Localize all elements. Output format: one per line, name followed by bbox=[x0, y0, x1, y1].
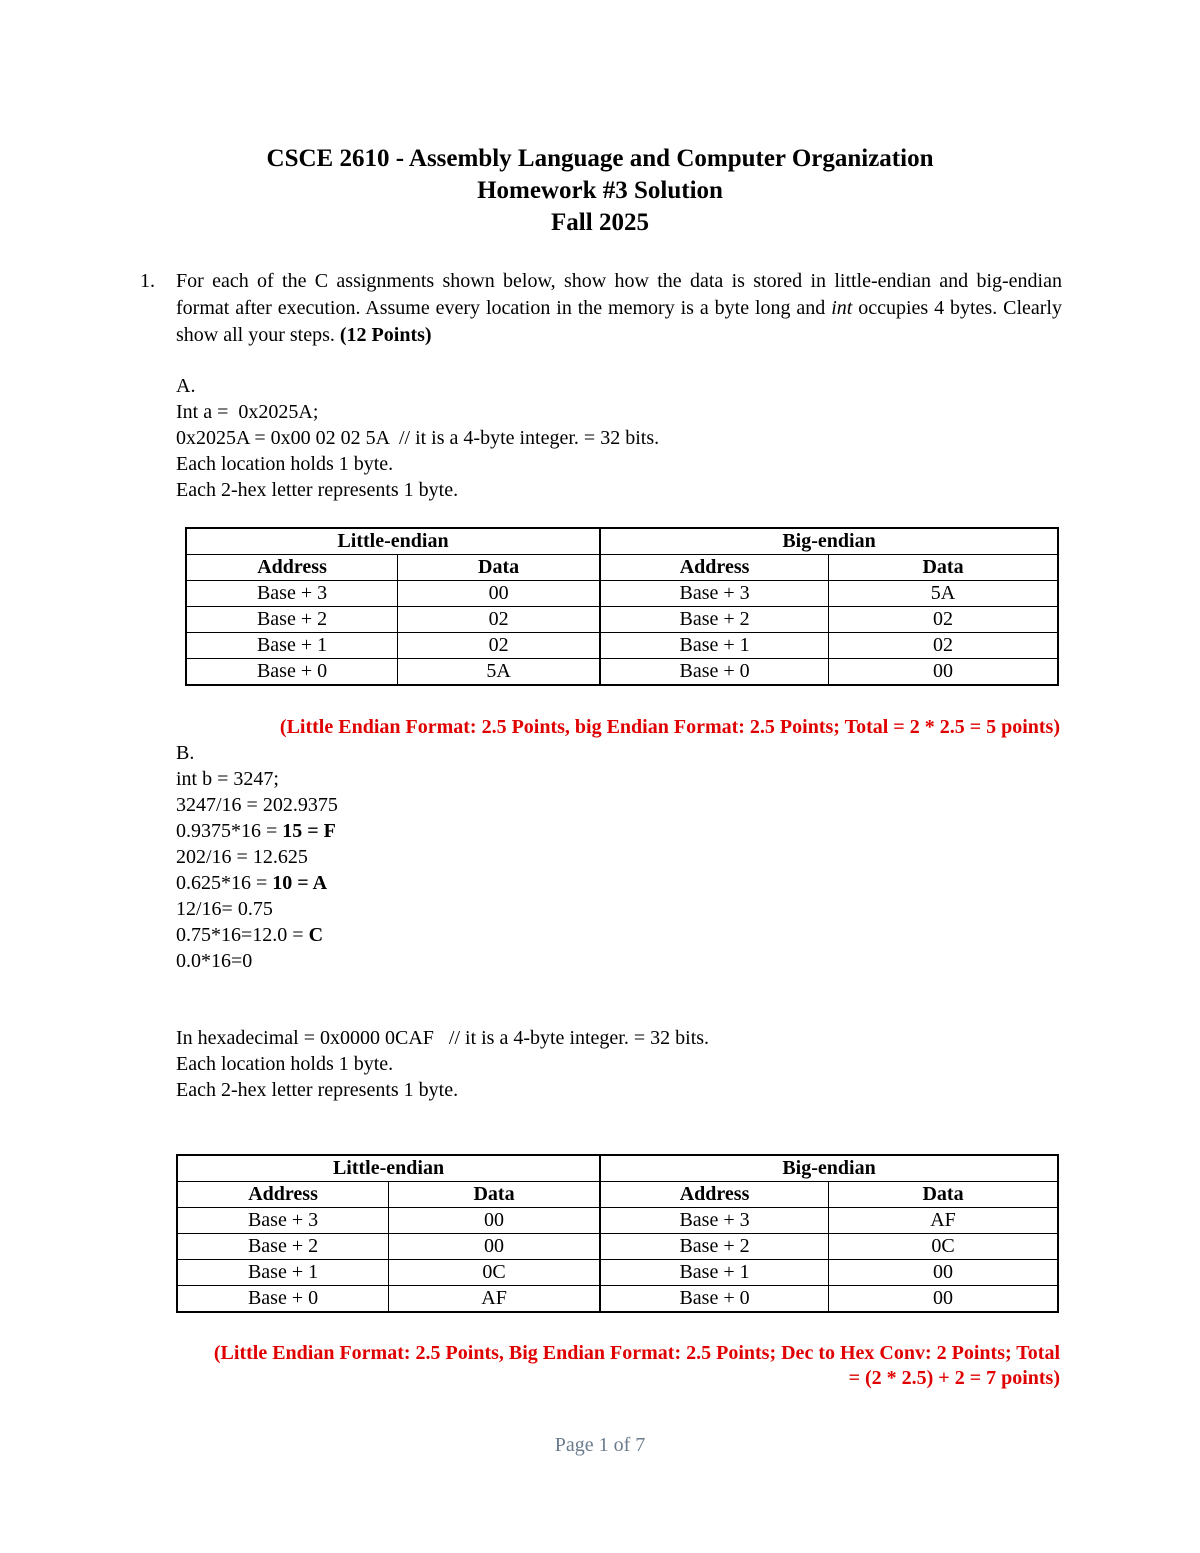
table-cell: 00 bbox=[829, 1260, 1058, 1286]
calc-plain: 3247/16 = 202.9375 bbox=[176, 794, 338, 816]
term-title: Fall 2025 bbox=[551, 209, 649, 236]
question-points: (12 Points) bbox=[339, 324, 432, 346]
table-cell: 5A bbox=[829, 581, 1058, 607]
table-cell: Base + 3 bbox=[186, 581, 398, 607]
question-text bbox=[176, 268, 1062, 349]
table-cell: Base + 2 bbox=[186, 607, 398, 633]
little-endian-header: Little-endian bbox=[186, 528, 600, 555]
part-b-label: B. bbox=[176, 742, 195, 764]
table-row bbox=[177, 1286, 1058, 1313]
table-cell: Base + 2 bbox=[177, 1234, 389, 1260]
page-number: Page 1 of 7 bbox=[554, 1434, 646, 1456]
calc-line bbox=[176, 792, 338, 818]
table-row bbox=[177, 1260, 1058, 1286]
part-a-line: Int a = 0x2025A; bbox=[176, 401, 319, 423]
calc-plain: 0.0*16=0 bbox=[176, 950, 253, 972]
course-title: CSCE 2610 - Assembly Language and Computer Organization bbox=[266, 145, 934, 172]
question-1 bbox=[140, 268, 1062, 349]
calc-line bbox=[176, 922, 338, 948]
part-b-points-note bbox=[140, 1341, 1060, 1391]
calc-line bbox=[176, 896, 338, 922]
part-a-label: A. bbox=[176, 375, 196, 397]
table-cell: Base + 2 bbox=[600, 1234, 829, 1260]
address-column-header: Address bbox=[186, 555, 398, 581]
calc-line bbox=[176, 948, 338, 974]
table-row bbox=[186, 581, 1058, 607]
part-a-line: 0x2025A = 0x00 02 02 5A // it is a 4-byte integer. = 32 bits. bbox=[176, 427, 660, 449]
table-cell: Base + 3 bbox=[600, 1208, 829, 1234]
question-text-part1: For each of the C assignments shown below, show how the data is stored in little-endian and big-endian format after execution. Assume every location in the memory is a byte long and bbox=[176, 270, 1062, 319]
part-b-line: In hexadecimal = 0x0000 0CAF // it is a 4-byte integer. = 32 bits. bbox=[176, 1027, 710, 1049]
table-cell: Base + 1 bbox=[177, 1260, 389, 1286]
part-a-line: Each 2-hex letter represents 1 byte. bbox=[176, 479, 459, 501]
question-text-italic: int bbox=[831, 297, 853, 319]
calc-bold: 10 = A bbox=[272, 872, 328, 894]
table-cell: 02 bbox=[829, 633, 1058, 659]
part-a-line: Each location holds 1 byte. bbox=[176, 453, 394, 475]
table-row bbox=[186, 633, 1058, 659]
calc-bold: C bbox=[308, 924, 324, 946]
table-row bbox=[177, 1234, 1058, 1260]
table-column-row bbox=[186, 555, 1058, 581]
table-cell: Base + 2 bbox=[600, 607, 829, 633]
table-cell: 0C bbox=[829, 1234, 1058, 1260]
table-cell: Base + 1 bbox=[600, 633, 829, 659]
data-column-header: Data bbox=[829, 555, 1058, 581]
document-title bbox=[0, 143, 1200, 239]
calc-plain: 0.625*16 = bbox=[176, 872, 273, 894]
part-a-text bbox=[176, 373, 659, 503]
table-cell: 02 bbox=[829, 607, 1058, 633]
assignment-title: Homework #3 Solution bbox=[477, 177, 723, 204]
little-endian-header: Little-endian bbox=[177, 1155, 600, 1182]
part-a-points-note: (Little Endian Format: 2.5 Points, big Endian Format: 2.5 Points; Total = 2 * 2.5 = 5 points) bbox=[279, 716, 1060, 738]
calc-plain: int b = 3247; bbox=[176, 768, 279, 790]
part-b-line: Each location holds 1 byte. bbox=[176, 1053, 394, 1075]
table-header-row bbox=[186, 528, 1058, 555]
part-b-table bbox=[176, 1154, 1059, 1313]
table-cell: Base + 0 bbox=[600, 1286, 829, 1313]
table-cell: 00 bbox=[829, 659, 1058, 686]
calc-bold: 15 = F bbox=[282, 820, 336, 842]
data-column-header: Data bbox=[398, 555, 601, 581]
table-cell: Base + 1 bbox=[186, 633, 398, 659]
address-column-header: Address bbox=[600, 1182, 829, 1208]
table-cell: 00 bbox=[829, 1286, 1058, 1313]
big-endian-header: Big-endian bbox=[600, 528, 1058, 555]
part-b-text bbox=[176, 740, 338, 974]
part-b-note-line2: = (2 * 2.5) + 2 = 7 points) bbox=[848, 1367, 1060, 1389]
table-cell: Base + 3 bbox=[177, 1208, 389, 1234]
table-column-row bbox=[177, 1182, 1058, 1208]
table-cell: 00 bbox=[389, 1208, 600, 1234]
address-column-header: Address bbox=[600, 555, 829, 581]
question-text-part2: occupies 4 bytes. Clearly show all your steps. bbox=[176, 297, 1062, 346]
part-b-note-line1: (Little Endian Format: 2.5 Points, Big Endian Format: 2.5 Points; Dec to Hex Conv: 2 Points; Total bbox=[213, 1342, 1060, 1364]
question-number: 1. bbox=[140, 270, 155, 292]
calc-line bbox=[176, 818, 338, 844]
address-column-header: Address bbox=[177, 1182, 389, 1208]
calc-line bbox=[176, 766, 338, 792]
table-cell: AF bbox=[829, 1208, 1058, 1234]
table-cell: 02 bbox=[398, 633, 601, 659]
table-header-row bbox=[177, 1155, 1058, 1182]
table-cell: 5A bbox=[398, 659, 601, 686]
big-endian-header: Big-endian bbox=[600, 1155, 1058, 1182]
calc-plain: 0.75*16=12.0 = bbox=[176, 924, 309, 946]
calc-line bbox=[176, 870, 338, 896]
calc-plain: 0.9375*16 = bbox=[176, 820, 283, 842]
part-a-table bbox=[185, 527, 1059, 686]
table-row bbox=[186, 659, 1058, 686]
part-b-line: Each 2-hex letter represents 1 byte. bbox=[176, 1079, 459, 1101]
table-cell: Base + 3 bbox=[600, 581, 829, 607]
table-cell: Base + 0 bbox=[177, 1286, 389, 1313]
table-row bbox=[186, 607, 1058, 633]
data-column-header: Data bbox=[389, 1182, 600, 1208]
calc-line bbox=[176, 844, 338, 870]
table-cell: 0C bbox=[389, 1260, 600, 1286]
table-row bbox=[177, 1208, 1058, 1234]
table-cell: Base + 1 bbox=[600, 1260, 829, 1286]
table-cell: AF bbox=[389, 1286, 600, 1313]
calc-plain: 202/16 = 12.625 bbox=[176, 846, 308, 868]
table-cell: 00 bbox=[389, 1234, 600, 1260]
part-b-hex-text bbox=[176, 1025, 709, 1103]
calc-plain: 12/16= 0.75 bbox=[176, 898, 273, 920]
table-cell: Base + 0 bbox=[600, 659, 829, 686]
table-cell: Base + 0 bbox=[186, 659, 398, 686]
table-cell: 00 bbox=[398, 581, 601, 607]
table-cell: 02 bbox=[398, 607, 601, 633]
data-column-header: Data bbox=[829, 1182, 1058, 1208]
